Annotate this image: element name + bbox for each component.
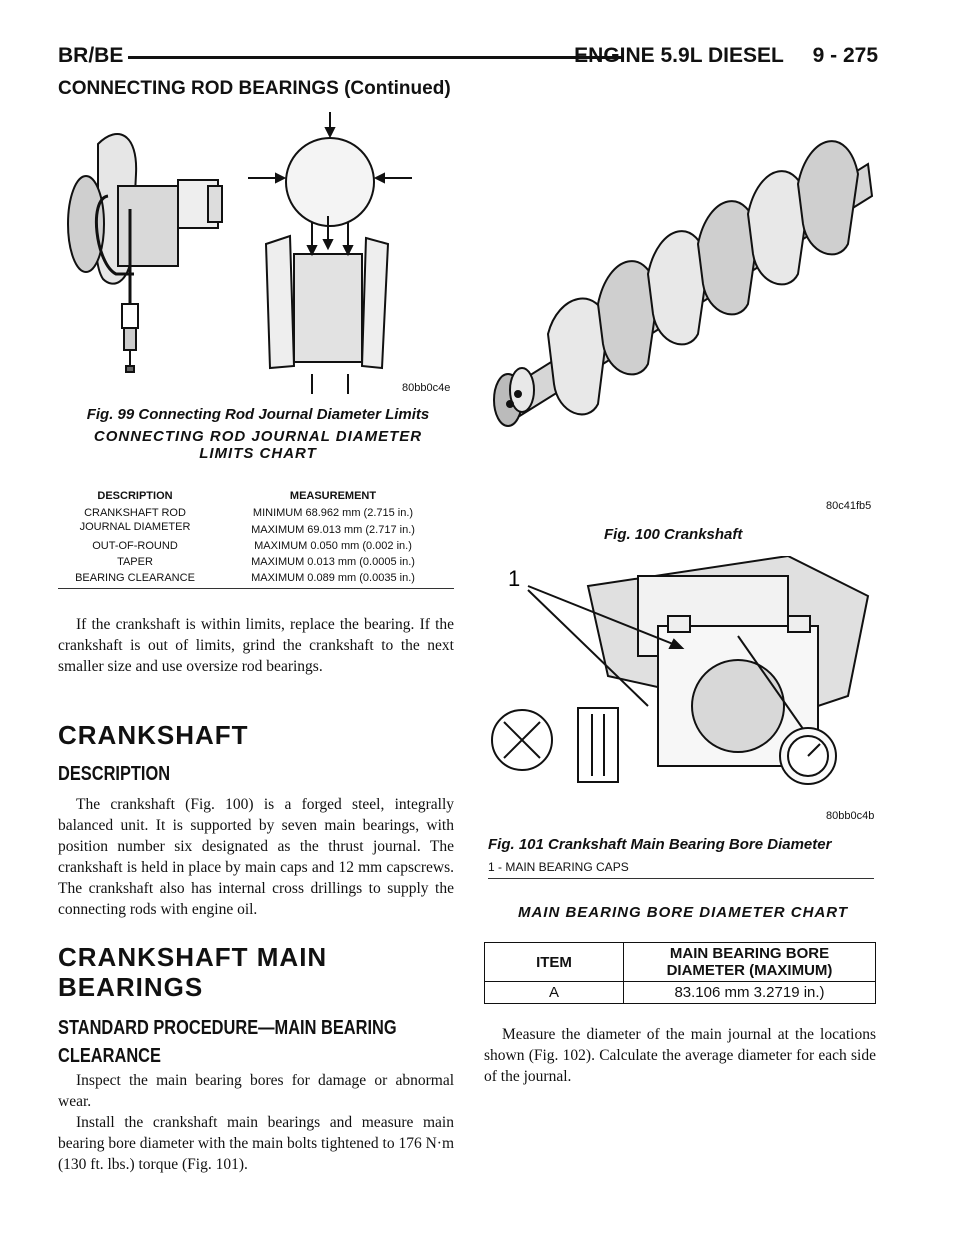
row-description: BEARING CLEARANCE [58, 570, 212, 589]
col-measurement: MEASUREMENT [289, 490, 377, 502]
continued-heading: CONNECTING ROD BEARINGS (Continued) [58, 78, 451, 99]
rod-chart-title-line2: LIMITS CHART [199, 445, 317, 462]
fig100-illustration [488, 104, 878, 434]
rod-chart-title [58, 428, 458, 462]
paragraph-limits: If the crankshaft is within limits, replace the bearing. If the crankshaft is out of limits, grind the crankshaft to the next smaller size and use oversize rod bearings. [58, 616, 454, 675]
main-bearing-bore-drawing [488, 556, 878, 816]
fig100-code: 80c41fb5 [826, 500, 872, 512]
fig99-caption: Fig. 99 Connecting Rod Journal Diameter Limits [86, 406, 430, 423]
row-description: TAPER [117, 556, 153, 568]
crankshaft-drawing [488, 104, 878, 434]
table-row [58, 538, 454, 554]
paragraph-crankshaft-description: The crankshaft (Fig. 100) is a forged steel, integrally balanced unit. It is supported by seven main bearings, with position number six designated as the thrust journal. The crankshaft is held in place by main caps and 12 mm capscrews. The crankshaft also has internal cross drillings to supply the connecting rods with engine oil. [58, 796, 454, 918]
cell-text: MAXIMUM 69.013 mm (2.717 in.) [251, 524, 415, 536]
heading-line: BEARINGS [58, 972, 204, 1002]
rod-limits-table [58, 490, 454, 589]
paragraph-measure: Measure the diameter of the main journal at the locations shown (Fig. 102). Calculate the average diameter for each side of the journal. [484, 1026, 876, 1085]
fig101-illustration [488, 556, 878, 816]
row-description [58, 505, 212, 538]
fig99-code: 80bb0c4e [402, 382, 451, 394]
fig101-legend: 1 - MAIN BEARING CAPS [488, 860, 874, 879]
page-header [58, 44, 878, 74]
cell-text: CRANKSHAFT ROD [84, 507, 186, 519]
fig101-callout-number: 1 [508, 566, 521, 591]
row-measurement: MAXIMUM 0.089 mm (0.0035 in.) [212, 570, 454, 589]
header-rule [128, 56, 622, 59]
row-measurement: MAXIMUM 0.013 mm (0.0005 in.) [251, 556, 415, 568]
table-row [58, 570, 454, 589]
header-vehicle-code: BR/BE [58, 44, 124, 67]
bore-table-wrap [484, 942, 876, 1004]
row-measurement [212, 505, 454, 538]
header-section-page: ENGINE 5.9L DIESEL 9 - 275 [574, 44, 878, 67]
cell-value: 83.106 mm 3.2719 in.) [624, 982, 876, 1004]
cell-item: A [485, 982, 624, 1004]
micrometer-journal-drawing [58, 104, 458, 404]
fig101-code: 80bb0c4b [826, 810, 875, 822]
heading-crankshaft: CRANKSHAFT [58, 720, 249, 750]
cell-text: JOURNAL DIAMETER [79, 521, 191, 533]
row-measurement: MAXIMUM 0.050 mm (0.002 in.) [254, 540, 412, 552]
rod-limits-table-wrap [58, 490, 454, 589]
table-header-row [58, 490, 454, 505]
bore-chart-title: MAIN BEARING BORE DIAMETER CHART [517, 904, 849, 921]
rod-chart-title-line1: CONNECTING ROD JOURNAL DIAMETER [93, 428, 423, 445]
col-bore-diameter [624, 943, 876, 982]
paragraph-inspect: Inspect the main bearing bores for damage or abnormal wear. [58, 1072, 454, 1110]
table-row [58, 505, 454, 538]
cell-text: MINIMUM 68.962 mm (2.715 in.) [252, 507, 414, 519]
bore-diameter-table [484, 942, 876, 1004]
header-line: MAIN BEARING BORE [669, 945, 830, 962]
subheading-line: STANDARD PROCEDURE—MAIN BEARING [58, 1017, 397, 1039]
heading-main-bearings [58, 942, 327, 1002]
fig99-illustration [58, 104, 458, 404]
table-header-row [485, 943, 876, 982]
row-description: OUT-OF-ROUND [92, 540, 178, 552]
subheading-standard-procedure [58, 1014, 397, 1070]
col-item: ITEM [485, 943, 624, 982]
fig101-caption: Fig. 101 Crankshaft Main Bearing Bore Diameter [488, 836, 832, 853]
header-line: DIAMETER (MAXIMUM) [666, 962, 833, 979]
paragraph-install: Install the crankshaft main bearings and measure main bearing bore diameter with the main bolts tightened to 176 N·m (130 ft. lbs.) torque (Fig. 101). [58, 1114, 455, 1173]
col-description: DESCRIPTION [97, 490, 173, 502]
subheading-description: DESCRIPTION [58, 763, 171, 785]
fig100-caption: Fig. 100 Crankshaft [604, 526, 743, 543]
table-row [58, 554, 454, 570]
subheading-line: CLEARANCE [58, 1045, 161, 1067]
table-row [485, 982, 876, 1004]
heading-line: CRANKSHAFT MAIN [58, 942, 328, 972]
